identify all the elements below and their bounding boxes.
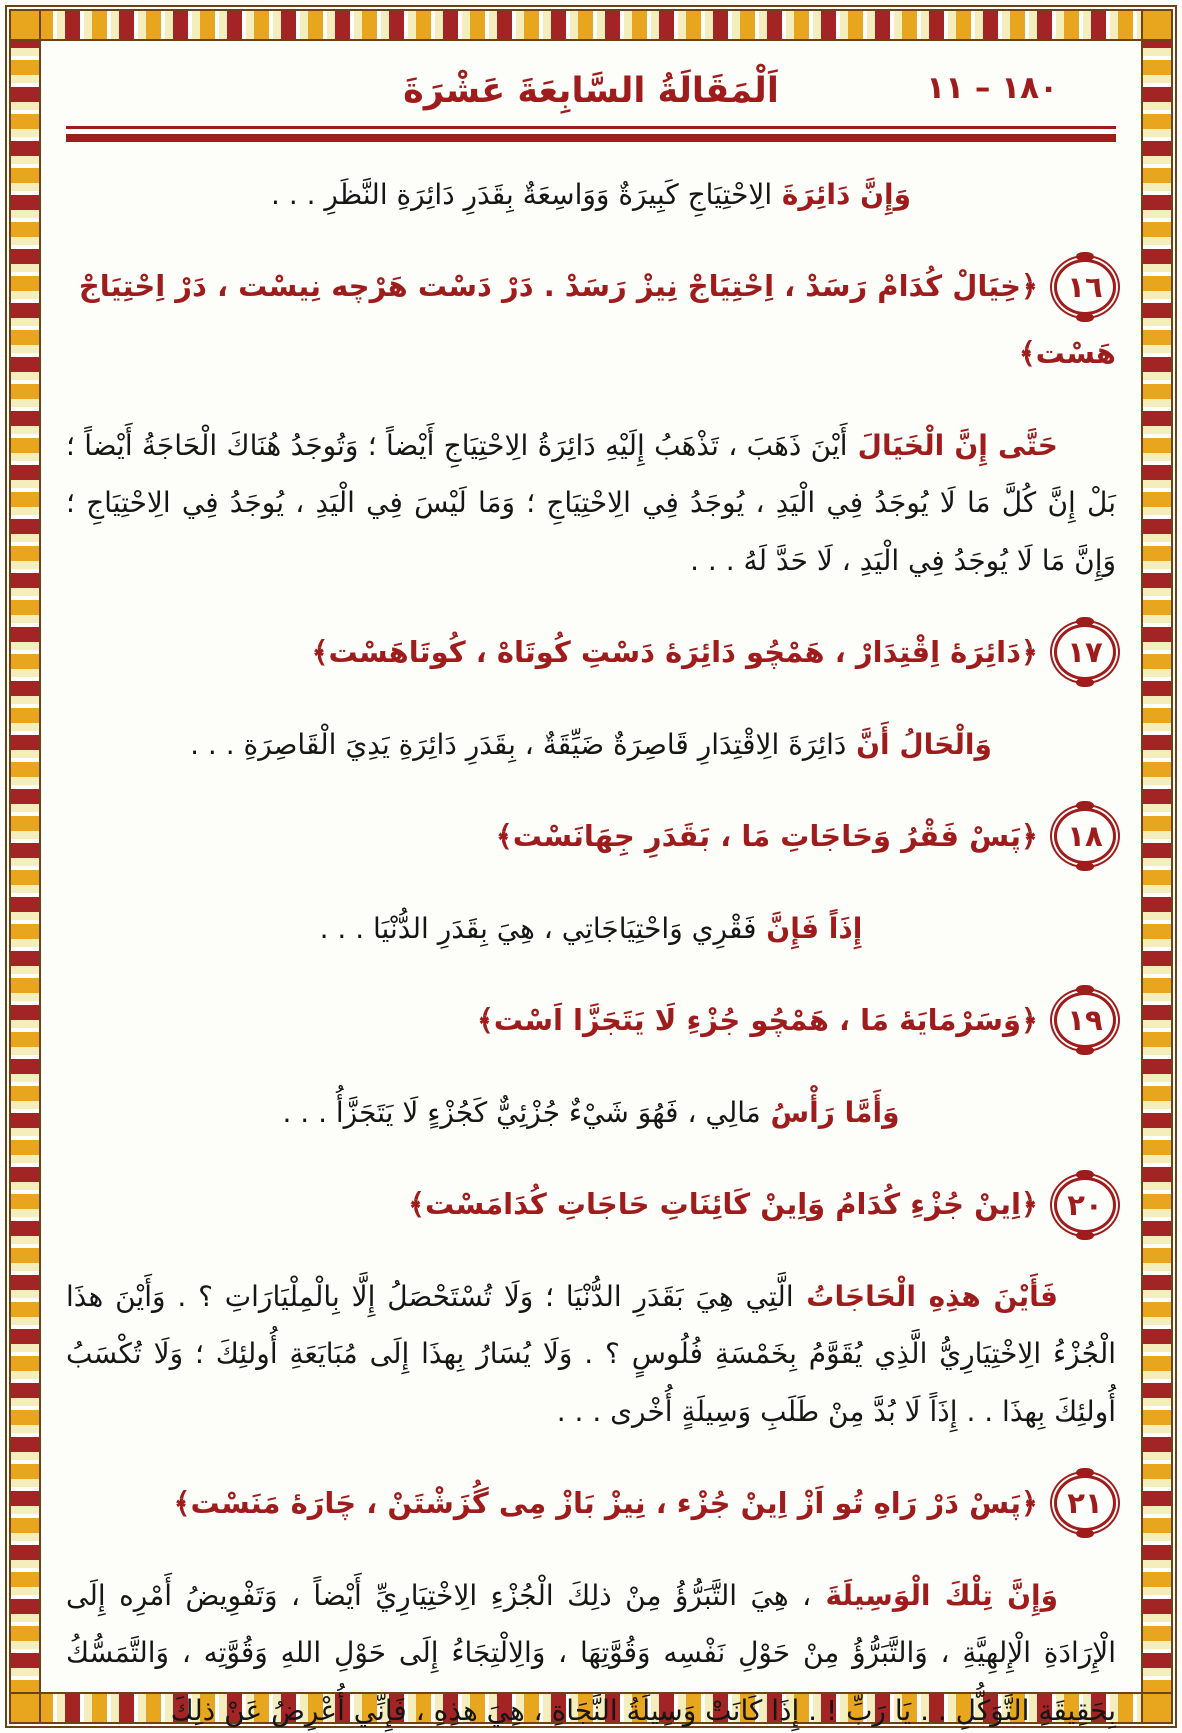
quote-text: ﴿خِيَالْ كُدَامْ رَسَدْ ، اِحْتِيَاجْ نِيزْ رَسَدْ . دَرْ دَسْت هَرْچه نِيسْت ، دَرْ اِحْتِيَاجْ هَسْت﴾ [78,269,1116,371]
quote-block-١٩ [66,987,1116,1054]
page-content [66,60,1116,1727]
paragraph-text: الِاحْتِيَاجِ كَبِيرَةٌ وَوَاسِعَةٌ بِقَدَرِ دَائِرَةِ النَّظَرِ . . . [271,178,773,211]
paragraph-lead: وَالْحَالُ أَنَّ [846,727,992,761]
paragraph-lead: حَتَّى إِنَّ الْخَيَالَ [847,428,1058,462]
quote-block-١٨ [66,803,1116,870]
ornamental-border-left [9,9,41,1724]
paragraph-text: فَقْرِي وَاحْتِيَاجَاتِي ، هِيَ بِقَدَرِ الدُّنْيَا . . . [319,911,757,945]
paragraph-lead: إِذَاً فَإِنَّ [756,911,863,945]
quote-text: ﴿اِينْ جُزْءِ كُدَامُ وَاِينْ كَائِنَاتِ حَاجَاتِ كُدَامَسْت﴾ [408,1187,1038,1222]
paragraph-lead: وَإِنَّ دَائِرَةَ [772,178,911,211]
paragraph-8 [66,1084,1116,1141]
header-rule [66,126,1116,142]
paragraph-lead: فَأَيْنَ هذِهِ الْحَاجَاتُ [793,1279,1059,1313]
quote-number-badge: ١٨ [1054,808,1116,864]
border-corner-bottom-left [9,1692,41,1724]
quote-number-badge: ١٩ [1054,992,1116,1048]
paragraph-4 [66,716,1116,773]
page-header [66,60,1116,122]
header-rule-thin [66,126,1116,129]
quote-number-badge: ٢٠ [1054,1177,1116,1233]
paragraph-text: مَالِي ، فَهُوَ شَيْءٌ جُزْئِيٌّ كَجُزْءٍ لَا يَتَجَزَّأُ . . . [282,1095,761,1129]
paragraph-0 [66,166,1116,223]
quote-text: ﴿وَسَرْمَايَۀ مَا ، هَمْچُو جُزْءِ لَا يَتَجَزَّا اَسْت﴾ [476,1003,1038,1038]
header-rule-thick [66,134,1116,142]
quote-number-badge: ٢١ [1054,1475,1116,1531]
border-corner-top-right [1141,9,1173,41]
quote-block-١٧ [66,619,1116,686]
paragraph-text: ، هِيَ التَّبَرُّؤُ مِنْ ذلِكَ الْجُزْءِ الِاخْتِيَارِيِّ أَيْضاً ، وَتَفْوِيضُ أَمْرِه إِلَى الْإِرَادَةِ الْإِلهِيَّةِ ، وَالتَّبَرُّؤُ مِنْ حَوْلِ نَفْسِه وَقُوَّتِهَا ، وَالِالْتِجَاءُ إِلَى حَوْلِ اللهِ وَقُوَّتِه ، وَالتَّمَسُّكُ بِحَقِيقَةِ التَّوَكُّلِ . . يَا رَبِّ ! . إِذَا كَانَتْ وَسِيلَةُ النَّجَاةِ ، هِيَ هذِهِ ، فَإِنِّي أُعْرِضُ عَنْ ذلِكَ [66,1578,1116,1727]
ornamental-border-top [9,9,1173,41]
paragraph-10 [66,1268,1116,1440]
quote-block-٢٠ [66,1171,1116,1238]
paragraph-6 [66,900,1116,957]
paragraph-lead: وَإِنَّ تِلْكَ الْوَسِيلَةَ [811,1578,1058,1612]
ornamental-border-right [1141,9,1173,1724]
page-number: ١٨٠ – ١١ [926,70,1058,106]
border-corner-bottom-right [1141,1692,1173,1724]
quote-number-badge: ١٦ [1054,259,1116,315]
paragraph-12 [66,1567,1116,1733]
quote-text: ﴿دَائِرَۀ اِقْتِدَارْ ، هَمْچُو دَائِرَۀ دَسْتِ كُوتَاهْ ، كُوتَاهَسْت﴾ [311,634,1038,669]
paragraph-lead: وَأَمَّا رَأْسُ [760,1095,900,1129]
quote-text: ﴿پَسْ دَرْ رَاهِ تُو اَزْ اِينْ جُزْء ، نِيزْ بَازْ مِى گُزَشْتَنْ ، چَارَۀ مَنَسْت﴾ [173,1486,1038,1521]
quote-block-١٦ [66,253,1116,386]
quote-block-٢١ [66,1470,1116,1537]
paragraph-text: أَيْنَ ذَهَبَ ، تَذْهَبُ إِلَيْهِ دَائِرَةُ الِاحْتِيَاجِ أَيْضاً ؛ وَتُوجَدُ هُنَاكَ الْحَاجَةُ أَيْضاً ؛ بَلْ إِنَّ كُلَّ مَا لَا يُوجَدُ فِي الْيَدِ ، يُوجَدُ فِي الِاحْتِيَاجِ ؛ وَمَا لَيْسَ فِي الْيَدِ ، يُوجَدُ فِي الِاحْتِيَاجِ ؛ وَإِنَّ مَا لَا يُوجَدُ فِي الْيَدِ ، لَا حَدَّ لَهُ . . . [66,428,1116,577]
border-corner-top-left [9,9,41,41]
quote-number-badge: ١٧ [1054,624,1116,680]
paragraph-text: دَائِرَةَ الِاقْتِدَارِ قَاصِرَةٌ ضَيِّقَةٌ ، بِقَدَرِ دَائِرَةِ يَدِيَ الْقَاصِرَةِ . . . [190,727,847,761]
paragraph-2 [66,417,1116,589]
paragraph-text: الَّتِي هِيَ بَقَدَرِ الدُّنْيَا ؛ وَلَا تُسْتَحْصَلُ إِلَّا بِالْمِلْيَارَاتِ ؟ . وَأَيْنَ هذَا الْجُزْءُ الِاخْتِيَارِيُّ الَّذِي يُقَوَّمُ بِخَمْسَةِ فُلُوسٍ ؟ . وَلَا يُسَارُ بِهذَا إِلَى مُبَايَعَةِ أُولئِكَ ؛ وَلَا تُكْسَبُ أُولئِكَ بِهذَا . . إِذَاً لَا بُدَّ مِنْ طَلَبِ وَسِيلَةٍ أُخْرى . . . [66,1279,1116,1428]
quote-text: ﴿پَسْ فَقْرُ وَحَاجَاتِ مَا ، بَقَدَرِ جِهَانَسْت﴾ [495,819,1038,854]
text-blocks [66,166,1116,1733]
page-title: اَلْمَقَالَةُ السَّابِعَةَ عَشْرَةَ [403,71,779,111]
